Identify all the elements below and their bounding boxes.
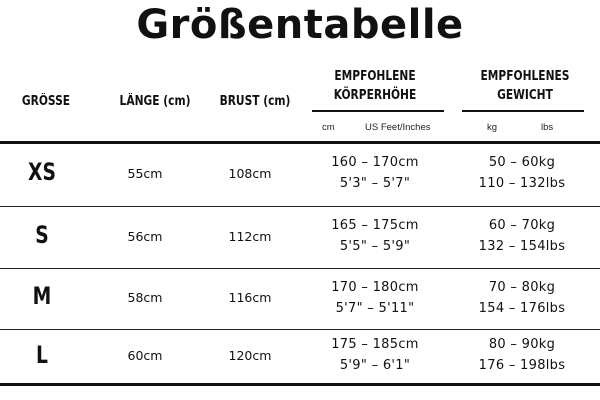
header-height — [318, 67, 433, 105]
weight-kg-cell: 80 – 90kg — [488, 337, 556, 352]
table-bottom-border — [0, 383, 600, 386]
unit-weight-kg: kg — [487, 122, 498, 133]
height-cm-cell: 160 – 170cm — [331, 155, 419, 170]
header-divider — [0, 141, 600, 144]
header-weight — [468, 67, 583, 105]
length-cell: 55cm — [127, 166, 163, 181]
length-cell: 56cm — [127, 229, 163, 244]
header-height-line1: EMPFOHLENE — [334, 69, 416, 84]
height-ft-cell: 5'5" – 5'9" — [339, 239, 411, 254]
unit-height-us: US Feet/Inches — [365, 122, 431, 133]
height-cm-cell: 170 – 180cm — [331, 280, 419, 295]
weight-kg-cell: 60 – 70kg — [488, 218, 556, 233]
header-weight-line1: EMPFOHLENES — [480, 69, 570, 84]
chest-cell: 108cm — [228, 166, 272, 181]
header-weight-underline — [462, 110, 584, 112]
weight-lbs-cell: 132 – 154lbs — [478, 239, 566, 254]
chest-cell: 112cm — [228, 229, 272, 244]
unit-weight-lbs: lbs — [541, 122, 554, 133]
row-divider — [0, 329, 600, 330]
chest-cell: 120cm — [228, 348, 272, 363]
length-cell: 58cm — [127, 290, 163, 305]
height-ft-cell: 5'7" – 5'11" — [335, 301, 415, 316]
header-height-line2: KÖRPERHÖHE — [333, 88, 417, 103]
size-label: M — [32, 282, 52, 310]
weight-lbs-cell: 110 – 132lbs — [478, 176, 566, 191]
weight-lbs-cell: 176 – 198lbs — [478, 358, 566, 373]
size-label: XS — [28, 158, 56, 186]
height-cm-cell: 175 – 185cm — [331, 337, 419, 352]
length-cell: 60cm — [127, 348, 163, 363]
height-cm-cell: 165 – 175cm — [331, 218, 419, 233]
page-title: Größentabelle — [136, 2, 464, 48]
size-label: S — [35, 221, 49, 249]
header-length: LÄNGE (cm) — [119, 94, 191, 109]
weight-kg-cell: 50 – 60kg — [488, 155, 556, 170]
unit-height-cm: cm — [322, 122, 335, 133]
header-height-underline — [312, 110, 444, 112]
weight-lbs-cell: 154 – 176lbs — [478, 301, 566, 316]
row-divider — [0, 268, 600, 269]
weight-kg-cell: 70 – 80kg — [488, 280, 556, 295]
header-size: GRÖSSE — [21, 94, 71, 109]
header-chest: BRUST (cm) — [219, 94, 291, 109]
size-label: L — [36, 341, 48, 369]
height-ft-cell: 5'3" – 5'7" — [339, 176, 411, 191]
header-weight-line2: GEWICHT — [497, 88, 553, 103]
chest-cell: 116cm — [228, 290, 272, 305]
height-ft-cell: 5'9" – 6'1" — [339, 358, 411, 373]
row-divider — [0, 206, 600, 207]
